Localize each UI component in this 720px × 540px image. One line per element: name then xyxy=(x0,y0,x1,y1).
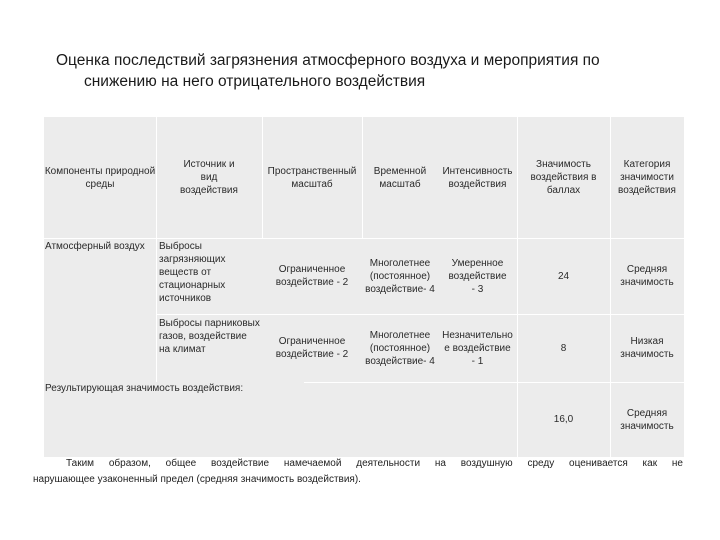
row1-source: Выбросы загрязняющих веществ от стационарных источников xyxy=(159,241,226,304)
impact-table xyxy=(44,117,684,457)
result-label: Результирующая значимость воздействия: xyxy=(44,382,304,396)
component-cell: Атмосферный воздух xyxy=(45,241,145,252)
row1-score: 24 xyxy=(557,270,570,282)
conclusion-line-2: нарушающее узаконенный предел (средняя значимость воздействия). xyxy=(33,474,361,485)
result-category: Средняя значимость xyxy=(620,407,674,432)
conclusion-line-1: Таким образом, общее воздействие намечаемой деятельности на воздушную среду оценивается как не xyxy=(66,458,683,469)
page-title xyxy=(56,50,696,92)
header-source: Источник и вид воздействия xyxy=(180,159,238,196)
row1-spatial: Ограниченное воздействие - 2 xyxy=(275,264,349,288)
result-score: 16,0 xyxy=(553,414,574,425)
row1-category: Средняя значимость xyxy=(620,264,674,288)
row2-intensity: Незначительное воздействие - 1 xyxy=(442,329,513,367)
header-component: Компоненты природной среды xyxy=(44,165,156,190)
title-line-1: Оценка последствий загрязнения атмосферного воздуха и мероприятия по xyxy=(56,52,600,69)
row2-score: 8 xyxy=(560,342,567,354)
row1-temporal: Многолетнее (постоянное) воздействие- 4 xyxy=(365,257,435,295)
header-score: Значимость воздействия в баллах xyxy=(530,159,597,196)
conclusion-paragraph xyxy=(33,456,683,488)
title-line-2: снижению на него отрицательного воздействия xyxy=(84,73,426,90)
header-intensity: Интенсивность воздействия xyxy=(442,165,513,190)
header-spatial: Пространственный масштаб xyxy=(267,165,357,190)
row2-category: Низкая значимость xyxy=(620,336,674,360)
row2-temporal: Многолетнее (постоянное) воздействие- 4 xyxy=(365,329,435,367)
row1-intensity: Умеренное воздействие - 3 xyxy=(448,257,507,295)
row2-spatial: Ограниченное воздействие - 2 xyxy=(275,336,349,360)
row2-source: Выбросы парниковых газов, воздействие на климат xyxy=(159,318,260,355)
header-temporal: Временной масштаб xyxy=(373,165,427,190)
header-category: Категория значимости воздействия xyxy=(618,159,676,196)
